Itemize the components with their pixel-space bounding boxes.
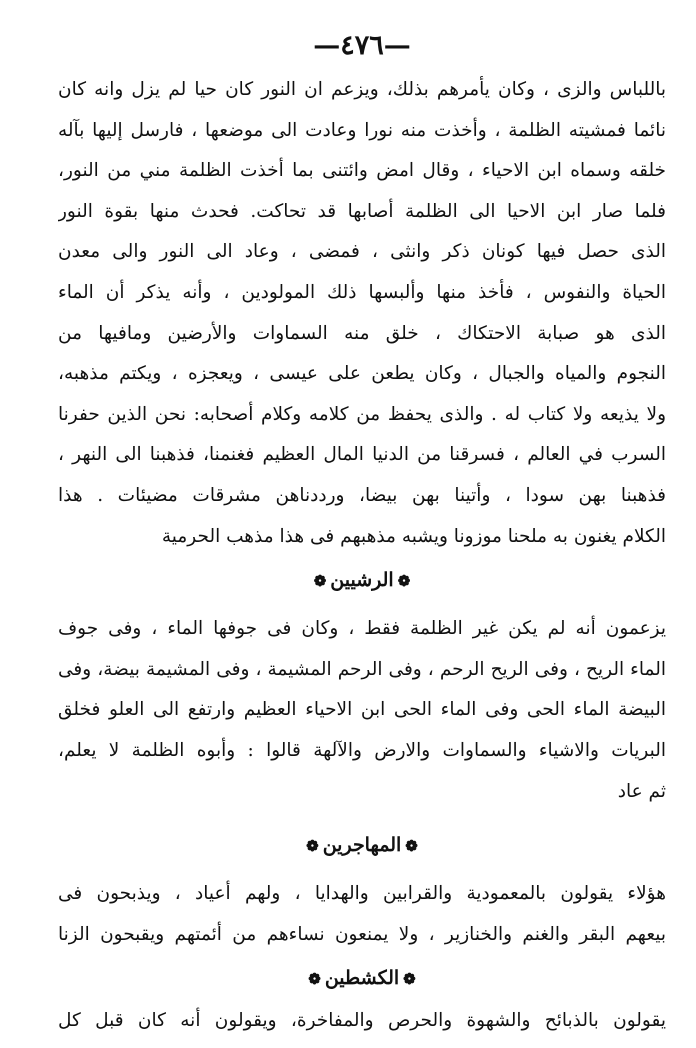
paragraph-kushtiyin <box>58 1001 666 1042</box>
text-line: الذى حصل فيها كونان ذكر وانثى ، فمضى ، وعاد الى النور والى معدن <box>58 241 666 263</box>
ornament-icon: ❁ <box>403 970 416 989</box>
text-line: الكلام يغنون به ملحنا موزونا ويشبه مذهبهم فى هذا مذهب الحرمية <box>161 525 666 547</box>
text-line: يقولون بالذبائح والشهوة والحرص والمفاخرة، ويقولون أنه كان قبل كل <box>58 1010 666 1032</box>
text-line: فلما صار ابن الاحيا الى الظلمة أصابها قد تحاكت. فحدث منها بقوة النور <box>58 200 666 222</box>
section-heading-rashiyin <box>58 557 666 603</box>
section-heading-kushtiyin <box>58 955 666 1001</box>
text-line: السرب في العالم ، فسرقنا من الدنيا المال العظيم فغنمنا، فذهبنا الى النهر ، <box>58 444 666 466</box>
text-line: يزعمون أنه لم يكن غير الظلمة فقط ، وكان فى جوفها الماء ، وفى جوف <box>58 618 666 640</box>
heading-text: المهاجرين <box>322 834 402 857</box>
text-line: ثم عاد <box>617 780 666 802</box>
page-number: —٤٧٦— <box>313 30 411 61</box>
text-line: نائما فمشيته الظلمة ، وأخذت منه نورا وعادت الى موضعها ، فارسل إليها بآله <box>58 119 666 141</box>
text-line: البريات والاشياء والسماوات والارض والآلهة قالوا : وأبوه الظلمة لا يعلم، <box>58 739 666 761</box>
ornament-icon: ❁ <box>313 572 327 591</box>
paragraph-rashiyin <box>58 609 666 812</box>
text-line: الحياة والنفوس ، فأخذ منها وألبسها ذلك المولودين ، وأنه يذكر أن الماء <box>58 281 666 303</box>
ornament-icon: ❁ <box>306 837 319 856</box>
paragraph-muhajirin <box>58 874 666 955</box>
ornament-icon: ❁ <box>308 970 321 989</box>
section-heading-muhajirin <box>58 822 666 868</box>
ornament-icon: ❁ <box>405 837 418 856</box>
text-line: الماء الريح ، وفى الريح الرحم ، وفى الرحم المشيمة ، وفى المشيمة بيضة، وفى <box>58 658 666 680</box>
book-page <box>58 22 666 1032</box>
paragraph-ibn-al-ahya <box>58 70 666 557</box>
text-line: فذهبنا بهن سودا ، وأتينا بهن بيضا، ورددناهن مشرقات مضيئات . هذا <box>58 484 666 506</box>
text-line: باللباس والزى ، وكان يأمرهم بذلك، ويزعم ان النور كان حيا لم يزل وانه كان <box>58 79 666 100</box>
text-line: هؤلاء يقولون بالمعمودية والقرابين والهدايا ، ولهم أعياد ، ويذبحون فى <box>58 883 666 905</box>
heading-text: الرشيين <box>330 569 394 592</box>
text-line: الذى هو صبابة الاحتكاك ، خلق منه السماوات والأرضين ومافيها من <box>58 322 666 344</box>
text-line: النجوم والمياه والجبال ، وكان يطعن على عيسى ، ويعجزه ، ويكتم مذهبه، <box>58 363 666 385</box>
text-line: ولا يذيعه ولا كتاب له . والذى يحفظ من كلامه وكلام أصحابه: نحن الذين حفرنا <box>58 403 666 425</box>
ornament-icon: ❁ <box>397 572 411 591</box>
text-line: البيضة الماء الحى وفى الماء الحى ابن الاحياء العظيم وارتفع الى العلو فخلق <box>58 699 666 721</box>
text-line: بيعهم البقر والغنم والخنازير ، ولا يمنعون نساءهم من أئمتهم ويقبحون الزنا <box>58 923 666 945</box>
text-line: خلقه وسماه ابن الاحياء ، وقال امض وائتنى بما أخذت الظلمة مني من النور، <box>58 160 666 182</box>
heading-text: الكشطين <box>324 967 400 990</box>
